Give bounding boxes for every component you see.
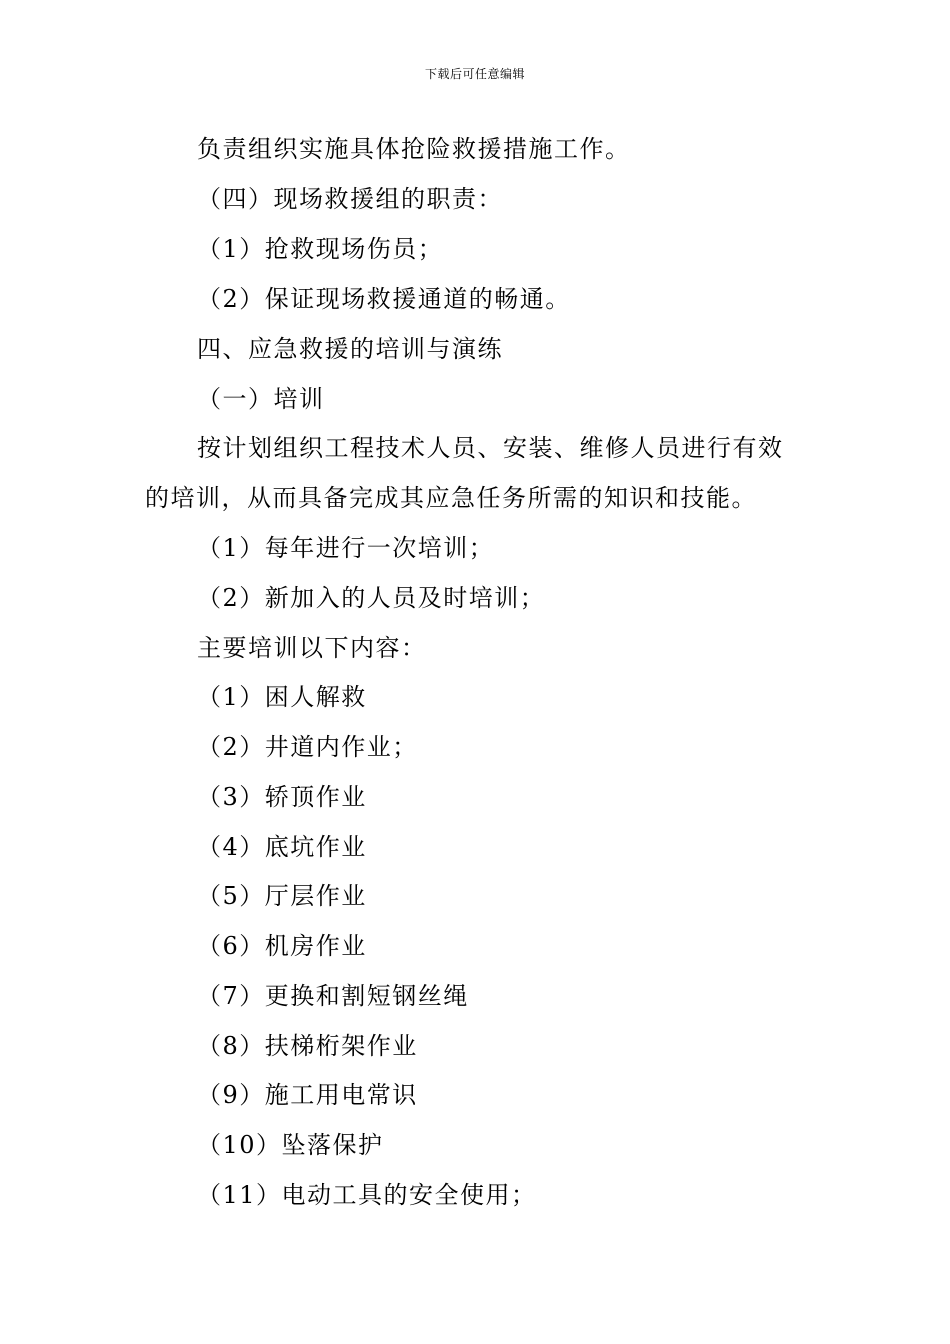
list-item: （10）坠落保护	[197, 1131, 384, 1159]
page-header: 下载后可任意编辑	[424, 67, 525, 81]
list-item: （1）困人解救	[197, 683, 367, 711]
list-item: （4）底坑作业	[197, 833, 367, 861]
section-heading: 四、应急救援的培训与演练	[197, 335, 503, 363]
list-item: （2）保证现场救援通道的畅通。	[197, 285, 571, 313]
list-item: （2）新加入的人员及时培训；	[197, 584, 546, 612]
list-item: （9）施工用电常识	[197, 1081, 418, 1109]
paragraph-line: 主要培训以下内容：	[197, 634, 427, 662]
list-item: （5）厅层作业	[197, 882, 367, 910]
list-item: （7）更换和割短钢丝绳	[197, 982, 469, 1010]
list-item: （8）扶梯桁架作业	[197, 1032, 418, 1060]
paragraph-line: 按计划组织工程技术人员、安装、维修人员进行有效	[197, 434, 784, 462]
list-item: （1）抢救现场伤员；	[197, 235, 444, 263]
section-heading: （一）培训	[197, 385, 325, 413]
list-item: （11）电动工具的安全使用；	[197, 1181, 537, 1209]
list-item: （6）机房作业	[197, 932, 367, 960]
section-heading: （四）现场救援组的职责：	[197, 185, 503, 213]
list-item: （2）井道内作业；	[197, 733, 418, 761]
paragraph-line: 的培训，从而具备完成其应急任务所需的知识和技能。	[145, 484, 757, 512]
list-item: （1）每年进行一次培训；	[197, 534, 495, 562]
paragraph-line: 负责组织实施具体抢险救援措施工作。	[197, 135, 631, 163]
list-item: （3）轿顶作业	[197, 783, 367, 811]
